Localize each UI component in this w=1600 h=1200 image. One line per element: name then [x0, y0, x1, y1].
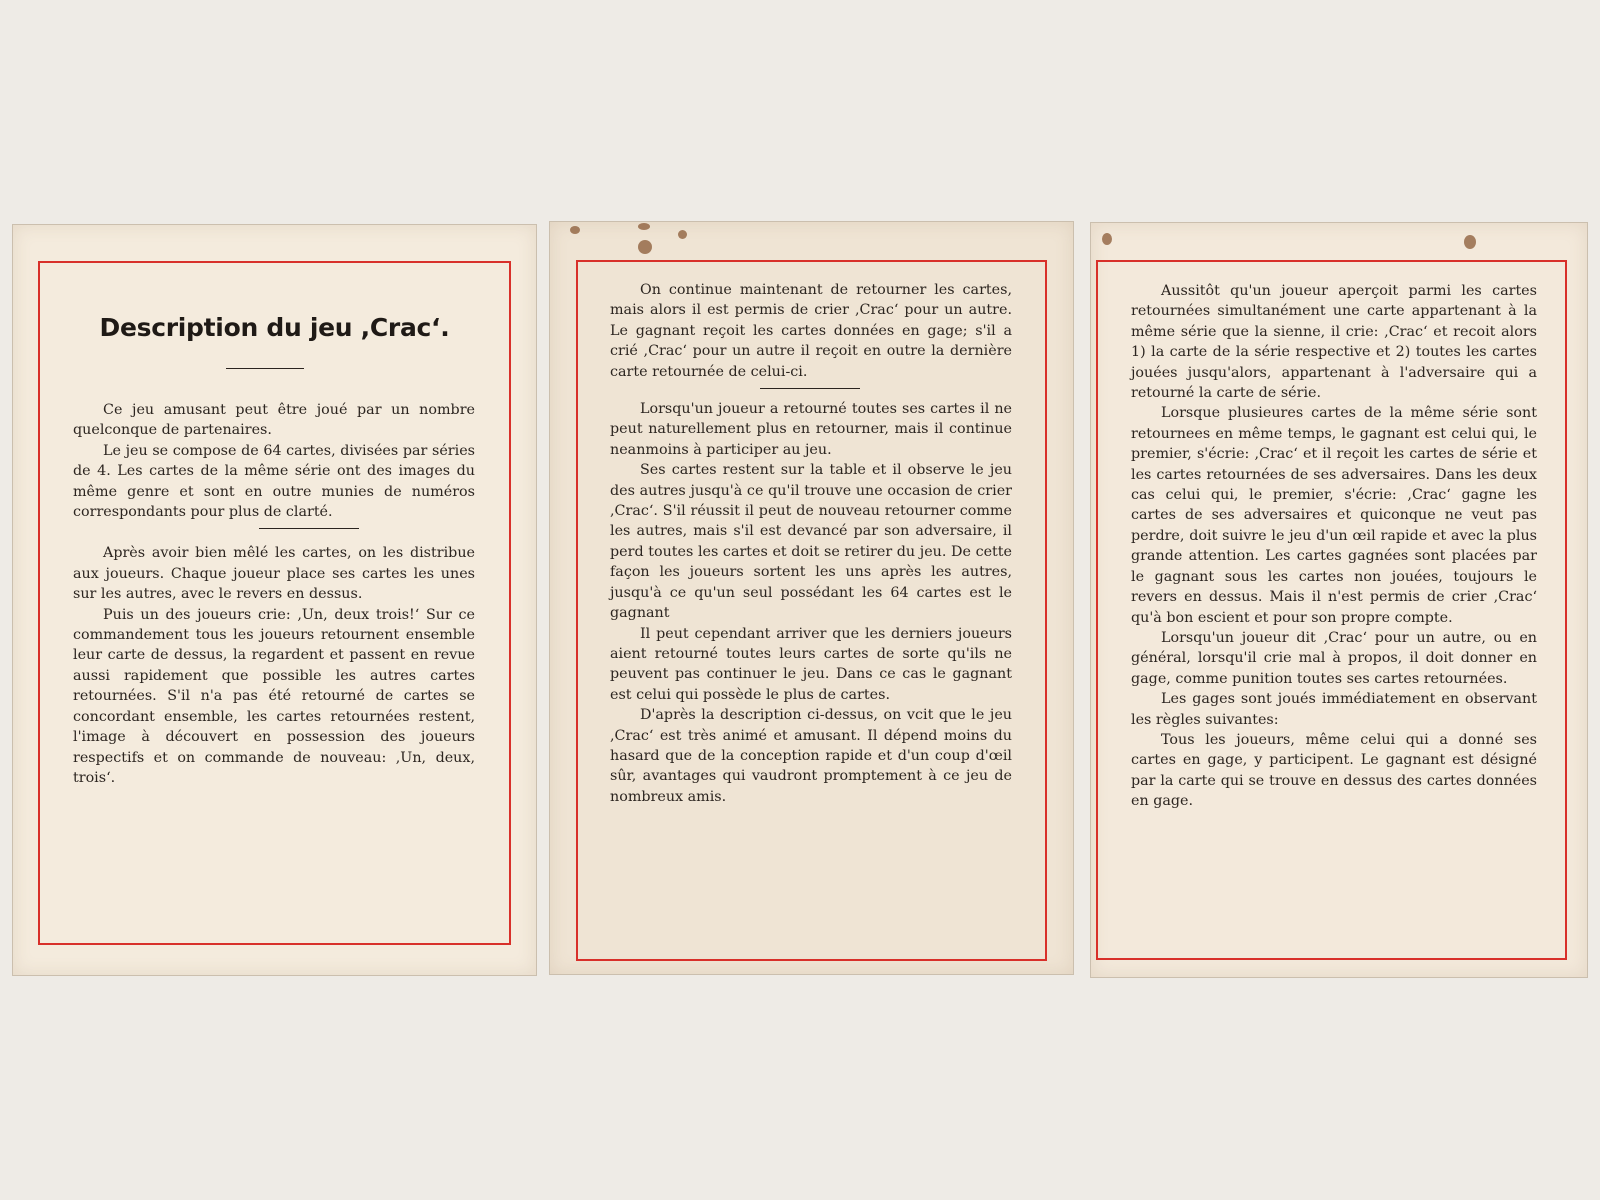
rules-card-1 — [12, 224, 537, 976]
ink-stain — [570, 226, 580, 234]
card-3-text — [1131, 281, 1537, 812]
paragraph: Après avoir bien mêlé les cartes, on les distribue aux joueurs. Chaque joueur place ses cartes les unes sur les autres, avec le revers en dessus. — [73, 545, 475, 603]
title-divider — [226, 368, 304, 369]
card-1-text — [73, 400, 475, 788]
ink-stain — [1102, 233, 1112, 245]
paragraph: Puis un des joueurs crie: ,Un, deux trois!‘ Sur ce commandement tous les joueurs retournent ensemble leur carte de dessus, la regardent et passent en revue aussi rapidement que possible les autres cartes retournées. S'il n'a pas été retourné de cartes se concordant ensemble, les cartes retournées restent, l'image à découvert en possession des joueurs respectifs et on commande de nouveau: ,Un, deux, trois‘. — [73, 606, 475, 786]
rules-card-3 — [1090, 222, 1588, 978]
paragraph: Les gages sont joués immédiatement en observant les règles suivantes: — [1131, 691, 1537, 728]
paragraph: Lorsqu'un joueur dit ,Crac‘ pour un autre, ou en général, lorsqu'il crie mal à propos, il doit donner en gage, comme punition toutes ses cartes retournées. — [1131, 629, 1537, 687]
paragraph: Lorsqu'un joueur a retourné toutes ses cartes il ne peut naturellement plus en retourner, mais il continue neanmoins à participer au jeu. — [610, 401, 1012, 458]
paragraph: Le jeu se compose de 64 cartes, divisées par séries de 4. Les cartes de la même série ont des images du même genre et sont en outre munies de numéros correspondants pour plus de clarté. — [73, 442, 475, 521]
paragraph: Aussitôt qu'un joueur aperçoit parmi les cartes retournées simultanément une carte appartenant à la même série que la sienne, il crie: ,Crac‘ et recoit alors 1) la carte de la série respective et 2) toutes les cartes jouées jusqu'alors, appartenant à l'adversaire qui a retourné la carte de série. — [1131, 283, 1537, 402]
card-2-text — [610, 280, 1012, 807]
paragraph: Il peut cependant arriver que les derniers joueurs aient retourné toutes leurs cartes de sorte qu'ils ne peuvent pas continuer le jeu. Dans ce cas le gagnant est celui qui possède le plus de cartes. — [610, 625, 1012, 703]
card-title: Description du jeu ,Crac‘. — [99, 313, 450, 342]
section-divider — [760, 388, 860, 389]
paragraph: Tous les joueurs, même celui qui a donné ses cartes en gage, y participent. Le gagnant est désigné par la carte qui se trouve en dessus des cartes données en gage. — [1131, 731, 1537, 810]
section-divider — [259, 528, 359, 529]
ink-stain — [638, 240, 652, 254]
paragraph: Ses cartes restent sur la table et il observe le jeu des autres jusqu'à ce qu'il trouve une occasion de crier ,Crac‘. S'il réussit il peut de nouveau retourner comme les autres, mais s'il est devancé par son adversaire, il perd toutes les cartes et doit se retirer du jeu. De cette façon les joueurs sortent les uns après les autres, jusqu'à ce qu'un seul possédant les 64 cartes est le gagnant — [610, 462, 1012, 622]
ink-stain — [638, 223, 650, 230]
paragraph: On continue maintenant de retourner les cartes, mais alors il est permis de crier ,Crac‘ pour un autre. Le gagnant reçoit les cartes données en gage; s'il a crié ,Crac‘ pour un autre il reçoit en outre la dernière carte retournée de celui-ci. — [610, 282, 1012, 380]
paragraph: Ce jeu amusant peut être joué par un nombre quelconque de partenaires. — [73, 402, 475, 439]
paragraph: Lorsque plusieures cartes de la même série sont retournees en même temps, le gagnant est celui qui, le premier, s'écrie: ,Crac‘ et il reçoit les cartes de série et les cartes retournées de ses adversaires. Dans les deux cas celui qui, le premier, s'écrie: ,Crac‘ gagne les cartes de ses adversaires et quiconque ne veut pas perdre, doit suivre le jeu d'un œil rapide et avec la plus grande attention. Les cartes gagnées sont placées par le gagnant sous les cartes non jouées, toujours le revers en dessus. Mais il n'est permis de crier ,Crac‘ qu'à bon escient et pour son propre compte. — [1131, 405, 1537, 626]
ink-stain — [678, 230, 687, 239]
paragraph: D'après la description ci-dessus, on vcit que le jeu ,Crac‘ est très animé et amusant. Il dépend moins du hasard que de la conception rapide et d'un coup d'œil sûr, avantages qui vaudront promptement à ce jeu de nombreux amis. — [610, 707, 1012, 805]
ink-stain — [1464, 235, 1476, 249]
rules-card-2 — [549, 221, 1074, 975]
